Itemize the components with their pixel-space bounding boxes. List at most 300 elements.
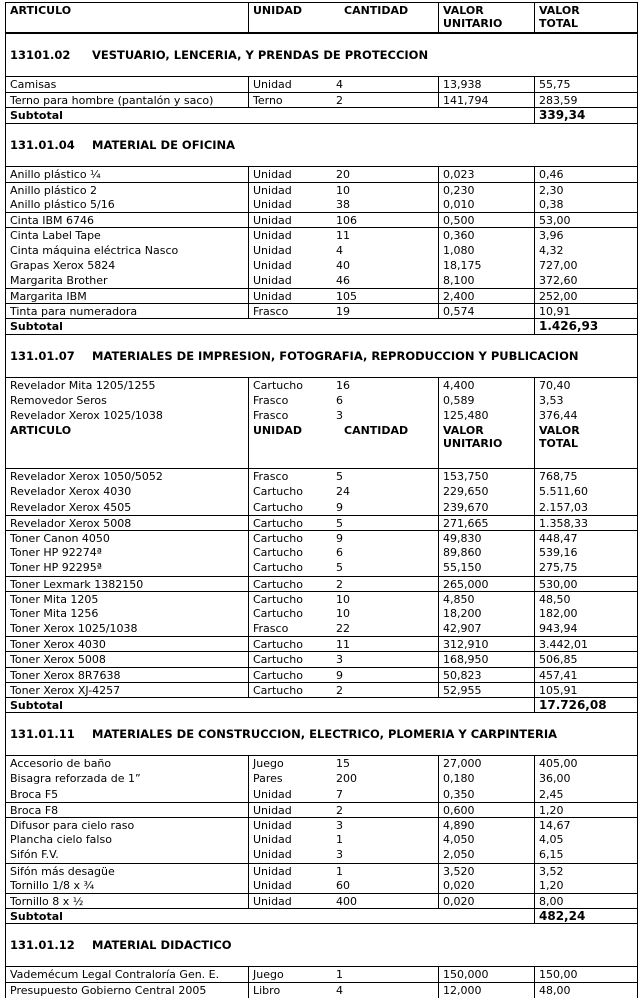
item-articulo: Toner HP 92295ª bbox=[10, 561, 102, 575]
item-unidad: Terno bbox=[248, 93, 332, 107]
item-cantidad: 5 bbox=[336, 561, 343, 575]
item-valor-unitario: 0,600 bbox=[438, 803, 534, 817]
header-valor-unitario-line: VALOR bbox=[443, 424, 484, 438]
item-valor-total: 5.511,60 bbox=[534, 484, 637, 499]
item-valor-unitario: 239,670 bbox=[438, 500, 534, 515]
item-cantidad: 19 bbox=[336, 305, 350, 319]
item-articulo: Removedor Seros bbox=[10, 393, 107, 407]
section-title-wrap bbox=[10, 138, 235, 152]
item-unidad: Unidad bbox=[248, 818, 332, 832]
item-articulo: Margarita Brother bbox=[10, 273, 108, 287]
item-unidad: Juego bbox=[248, 967, 332, 982]
table-row bbox=[6, 982, 637, 997]
item-articulo: Toner HP 92274ª bbox=[10, 546, 102, 560]
item-valor-unitario: 4,890 bbox=[438, 818, 534, 832]
item-articulo: Toner Canon 4050 bbox=[10, 531, 110, 545]
item-valor-unitario: 0,023 bbox=[438, 167, 534, 182]
table-row bbox=[6, 771, 637, 786]
item-unidad: Cartucho bbox=[248, 531, 332, 545]
item-unidad: Libro bbox=[248, 983, 332, 997]
table-row bbox=[6, 273, 637, 288]
item-unidad: Unidad bbox=[248, 787, 332, 802]
item-articulo: Toner Mita 1205 bbox=[10, 592, 99, 606]
item-unidad: Cartucho bbox=[248, 577, 332, 591]
table-row bbox=[6, 802, 637, 817]
item-unidad: Pares bbox=[248, 771, 332, 786]
item-articulo: Presupuesto Gobierno Central 2005 bbox=[10, 984, 207, 998]
table-row bbox=[6, 817, 637, 832]
table-row bbox=[6, 787, 637, 802]
item-articulo: Anillo plástico 5/16 bbox=[10, 197, 115, 211]
item-cantidad: 46 bbox=[336, 273, 350, 287]
item-valor-unitario: 12,000 bbox=[438, 983, 534, 997]
header-valor-unitario bbox=[438, 423, 534, 468]
column-header-row bbox=[6, 2, 637, 33]
section-title-wrap bbox=[10, 48, 428, 62]
item-valor-unitario: 265,000 bbox=[438, 577, 534, 591]
item-valor-unitario: 2,050 bbox=[438, 847, 534, 862]
item-valor-unitario: 0,020 bbox=[438, 878, 534, 893]
item-cantidad: 22 bbox=[336, 622, 350, 636]
item-valor-unitario: 52,955 bbox=[438, 683, 534, 697]
item-articulo: Grapas Xerox 5824 bbox=[10, 258, 116, 272]
header-articulo-line: ARTICULO bbox=[10, 4, 72, 17]
item-cantidad: 10 bbox=[336, 592, 350, 606]
table-row bbox=[6, 500, 637, 515]
item-articulo: Toner Xerox XJ-4257 bbox=[10, 683, 121, 697]
item-unidad: Unidad bbox=[248, 878, 332, 893]
section-title: MATERIALES DE CONSTRUCCION, ELECTRICO, PLOMERIA Y CARPINTERIA bbox=[92, 727, 557, 742]
item-valor-unitario: 168,950 bbox=[438, 652, 534, 666]
table-row bbox=[6, 243, 637, 258]
item-valor-total: 283,59 bbox=[534, 93, 637, 107]
item-articulo: Revelador Xerox 4505 bbox=[10, 500, 132, 514]
table-row bbox=[6, 847, 637, 862]
section-heading bbox=[6, 334, 637, 378]
item-articulo: Plancha cielo falso bbox=[10, 833, 112, 847]
table-row bbox=[6, 288, 637, 303]
section-heading bbox=[6, 123, 637, 167]
item-cantidad: 1 bbox=[336, 833, 343, 847]
section-title: VESTUARIO, LENCERIA, Y PRENDAS DE PROTECCION bbox=[92, 48, 429, 62]
item-articulo: Bisagra reforzada de 1” bbox=[10, 772, 141, 786]
item-articulo: Revelador Xerox 5008 bbox=[10, 516, 132, 530]
subtotal-row bbox=[6, 107, 637, 122]
item-unidad: Cartucho bbox=[248, 500, 332, 515]
item-valor-total: 36,00 bbox=[534, 771, 637, 786]
item-valor-total: 10,91 bbox=[534, 304, 637, 318]
header-unidad-line: UNIDAD bbox=[253, 4, 303, 17]
header-unidad-line: UNIDAD bbox=[253, 424, 303, 438]
subtotal-label: Subtotal bbox=[10, 320, 63, 334]
item-cantidad: 20 bbox=[336, 167, 350, 181]
item-valor-total: 539,16 bbox=[534, 545, 637, 560]
item-valor-unitario: 1,080 bbox=[438, 243, 534, 258]
item-cantidad: 4 bbox=[336, 984, 343, 998]
item-unidad: Cartucho bbox=[248, 545, 332, 560]
item-valor-total: 457,41 bbox=[534, 668, 637, 682]
item-unidad: Unidad bbox=[248, 273, 332, 288]
table-row bbox=[6, 636, 637, 651]
item-valor-unitario: 0,020 bbox=[438, 894, 534, 908]
section-title-wrap bbox=[10, 938, 232, 952]
item-valor-unitario: 141,794 bbox=[438, 93, 534, 107]
item-cantidad: 15 bbox=[336, 757, 350, 771]
item-cantidad: 4 bbox=[336, 78, 343, 91]
item-valor-total: 506,85 bbox=[534, 652, 637, 666]
table-row bbox=[6, 893, 637, 908]
item-articulo: Broca F8 bbox=[10, 803, 59, 817]
table-row bbox=[6, 182, 637, 197]
item-articulo: Anillo plástico ¼ bbox=[10, 167, 101, 181]
item-cantidad: 11 bbox=[336, 638, 350, 652]
section-title-wrap bbox=[10, 727, 557, 741]
item-unidad: Cartucho bbox=[248, 606, 332, 621]
item-articulo: Sifón más desagüe bbox=[10, 864, 115, 878]
item-articulo: Broca F5 bbox=[10, 787, 59, 801]
item-cantidad: 3 bbox=[336, 653, 343, 667]
section-heading bbox=[6, 712, 637, 756]
subtotal-label: Subtotal bbox=[10, 910, 63, 924]
item-articulo: Tornillo 8 x ½ bbox=[10, 894, 84, 908]
item-cantidad: 5 bbox=[336, 516, 343, 530]
item-unidad: Unidad bbox=[248, 167, 332, 182]
item-unidad: Frasco bbox=[248, 469, 332, 484]
item-valor-total: 372,60 bbox=[534, 273, 637, 288]
item-valor-unitario: 0,010 bbox=[438, 197, 534, 212]
item-valor-total: 3,52 bbox=[534, 864, 637, 878]
item-valor-unitario: 4,400 bbox=[438, 378, 534, 393]
item-articulo: Cinta máquina eléctrica Nasco bbox=[10, 243, 179, 257]
item-valor-total: 768,75 bbox=[534, 469, 637, 484]
item-cantidad: 24 bbox=[336, 485, 350, 499]
section-title: MATERIAL DIDACTICO bbox=[92, 938, 232, 953]
table-row bbox=[6, 591, 637, 606]
item-unidad: Unidad bbox=[248, 243, 332, 258]
item-valor-total: 405,00 bbox=[534, 756, 637, 771]
header-cantidad-line: CANTIDAD bbox=[344, 4, 409, 17]
item-valor-unitario: 89,860 bbox=[438, 545, 534, 560]
subtotal-value: 1.426,93 bbox=[534, 319, 637, 333]
item-valor-unitario: 229,650 bbox=[438, 484, 534, 499]
item-valor-unitario: 55,150 bbox=[438, 560, 534, 575]
item-valor-unitario: 0,589 bbox=[438, 393, 534, 408]
header-valor-total bbox=[534, 423, 637, 468]
item-articulo: Cinta IBM 6746 bbox=[10, 214, 95, 228]
section-title: MATERIAL DE OFICINA bbox=[92, 137, 236, 152]
item-cantidad: 9 bbox=[336, 531, 343, 545]
item-valor-unitario: 0,360 bbox=[438, 228, 534, 242]
item-cantidad: 6 bbox=[336, 393, 343, 407]
item-unidad: Cartucho bbox=[248, 484, 332, 499]
header-valor-total-line: VALOR bbox=[539, 4, 580, 17]
item-articulo: Anillo plástico 2 bbox=[10, 183, 98, 197]
header-articulo bbox=[6, 3, 248, 32]
item-cantidad: 2 bbox=[336, 803, 343, 817]
item-valor-unitario: 0,574 bbox=[438, 304, 534, 318]
item-valor-unitario: 18,200 bbox=[438, 606, 534, 621]
table-row bbox=[6, 878, 637, 893]
table-row bbox=[6, 756, 637, 771]
item-unidad: Unidad bbox=[248, 289, 332, 303]
item-articulo: Margarita IBM bbox=[10, 290, 87, 304]
item-unidad: Unidad bbox=[248, 213, 332, 227]
item-unidad: Cartucho bbox=[248, 560, 332, 575]
item-valor-total: 0,38 bbox=[534, 197, 637, 212]
item-cantidad: 10 bbox=[336, 606, 350, 620]
table-row bbox=[6, 863, 637, 878]
table-row bbox=[6, 682, 637, 697]
table-row bbox=[6, 530, 637, 545]
item-cantidad: 200 bbox=[336, 772, 357, 786]
table-row bbox=[6, 378, 637, 393]
header-unidad bbox=[248, 3, 332, 32]
item-unidad: Cartucho bbox=[248, 516, 332, 530]
item-unidad: Unidad bbox=[248, 847, 332, 862]
item-valor-unitario: 50,823 bbox=[438, 668, 534, 682]
item-valor-total: 1,20 bbox=[534, 803, 637, 817]
item-valor-unitario: 4,850 bbox=[438, 592, 534, 606]
header-articulo-line: ARTICULO bbox=[10, 424, 72, 438]
item-valor-unitario: 153,750 bbox=[438, 469, 534, 484]
section-code: 13101.02 bbox=[10, 48, 71, 62]
item-articulo: Toner Xerox 4030 bbox=[10, 638, 106, 652]
item-unidad: Unidad bbox=[248, 258, 332, 273]
table-row bbox=[6, 197, 637, 212]
item-valor-total: 182,00 bbox=[534, 606, 637, 621]
table-row bbox=[6, 621, 637, 636]
subtotal-value: 482,24 bbox=[534, 909, 637, 923]
header-valor-total-line: TOTAL bbox=[539, 437, 579, 451]
section-title-wrap bbox=[10, 349, 578, 363]
table-row bbox=[6, 469, 637, 484]
table-row bbox=[6, 227, 637, 242]
item-articulo: Revelador Xerox 1025/1038 bbox=[10, 409, 163, 422]
header-cantidad bbox=[332, 3, 438, 32]
item-valor-total: 6,15 bbox=[534, 847, 637, 862]
item-unidad: Cartucho bbox=[248, 378, 332, 393]
item-valor-unitario: 271,665 bbox=[438, 516, 534, 530]
section-heading bbox=[6, 33, 637, 77]
item-valor-unitario: 42,907 bbox=[438, 621, 534, 636]
item-cantidad: 11 bbox=[336, 229, 350, 243]
item-valor-unitario: 13,938 bbox=[438, 77, 534, 92]
header-unidad bbox=[248, 423, 332, 468]
item-valor-unitario: 0,500 bbox=[438, 213, 534, 227]
table-row bbox=[6, 212, 637, 227]
item-unidad: Cartucho bbox=[248, 652, 332, 666]
item-valor-total: 1,20 bbox=[534, 878, 637, 893]
section-code: 131.01.12 bbox=[10, 938, 75, 953]
table-row bbox=[6, 667, 637, 682]
header-valor-total bbox=[534, 3, 637, 32]
item-cantidad: 9 bbox=[336, 668, 343, 682]
item-unidad: Unidad bbox=[248, 803, 332, 817]
item-cantidad: 1 bbox=[336, 864, 343, 878]
item-cantidad: 10 bbox=[336, 183, 350, 197]
item-articulo: Accesorio de baño bbox=[10, 757, 112, 771]
item-unidad: Frasco bbox=[248, 304, 332, 318]
item-unidad: Cartucho bbox=[248, 592, 332, 606]
item-valor-total: 252,00 bbox=[534, 289, 637, 303]
table-row bbox=[6, 560, 637, 575]
table-row bbox=[6, 258, 637, 273]
item-unidad: Cartucho bbox=[248, 668, 332, 682]
item-cantidad: 16 bbox=[336, 378, 350, 392]
item-valor-total: 943,94 bbox=[534, 621, 637, 636]
table-row bbox=[6, 606, 637, 621]
item-valor-total: 3,96 bbox=[534, 228, 637, 242]
table-row bbox=[6, 393, 637, 408]
item-valor-unitario: 0,180 bbox=[438, 771, 534, 786]
item-valor-total: 448,47 bbox=[534, 531, 637, 545]
header-valor-unitario bbox=[438, 3, 534, 32]
item-unidad: Juego bbox=[248, 756, 332, 771]
header-valor-total-line: TOTAL bbox=[539, 17, 579, 30]
header-cantidad-line: CANTIDAD bbox=[344, 424, 409, 438]
item-valor-unitario: 2,400 bbox=[438, 289, 534, 303]
table-row bbox=[6, 832, 637, 847]
section-code: 131.01.04 bbox=[10, 137, 75, 152]
item-valor-unitario: 0,230 bbox=[438, 183, 534, 197]
item-valor-total: 2,45 bbox=[534, 787, 637, 802]
header-valor-unitario-line: VALOR bbox=[443, 4, 484, 17]
item-valor-total: 4,32 bbox=[534, 243, 637, 258]
item-valor-unitario: 8,100 bbox=[438, 273, 534, 288]
table-row bbox=[6, 77, 637, 92]
item-valor-total: 8,00 bbox=[534, 894, 637, 908]
header-cantidad bbox=[332, 423, 438, 468]
item-articulo: Toner Lexmark 1382150 bbox=[10, 577, 144, 591]
item-valor-total: 376,44 bbox=[534, 408, 637, 423]
item-cantidad: 6 bbox=[336, 546, 343, 560]
item-articulo: Revelador Xerox 4030 bbox=[10, 485, 132, 499]
item-cantidad: 3 bbox=[336, 848, 343, 862]
item-valor-total: 70,40 bbox=[534, 378, 637, 393]
item-valor-total: 14,67 bbox=[534, 818, 637, 832]
item-cantidad: 1 bbox=[336, 968, 343, 982]
item-valor-total: 3.442,01 bbox=[534, 637, 637, 651]
item-valor-total: 55,75 bbox=[534, 77, 637, 92]
header-valor-unitario-line: UNITARIO bbox=[443, 437, 503, 451]
item-valor-total: 2,30 bbox=[534, 183, 637, 197]
table-row bbox=[6, 651, 637, 666]
item-unidad: Frasco bbox=[248, 408, 332, 423]
item-articulo: Terno para hombre (pantalón y saco) bbox=[10, 94, 214, 108]
item-articulo: Cinta Label Tape bbox=[10, 229, 101, 243]
item-unidad: Cartucho bbox=[248, 637, 332, 651]
item-valor-unitario: 312,910 bbox=[438, 637, 534, 651]
item-cantidad: 60 bbox=[336, 878, 350, 892]
item-unidad: Unidad bbox=[248, 183, 332, 197]
table-row bbox=[6, 967, 637, 982]
item-valor-unitario: 150,000 bbox=[438, 967, 534, 982]
item-valor-total: 3,53 bbox=[534, 393, 637, 408]
item-cantidad: 400 bbox=[336, 894, 357, 908]
item-valor-unitario: 3,520 bbox=[438, 864, 534, 878]
item-valor-total: 727,00 bbox=[534, 258, 637, 273]
table-row bbox=[6, 303, 637, 318]
item-articulo: Tinta para numeradora bbox=[10, 305, 138, 319]
item-valor-total: 48,00 bbox=[534, 983, 637, 997]
item-valor-total: 530,00 bbox=[534, 577, 637, 591]
table-row bbox=[6, 167, 637, 182]
item-cantidad: 105 bbox=[336, 290, 357, 304]
table-row bbox=[6, 484, 637, 499]
item-articulo: Vademécum Legal Contraloría Gen. E. bbox=[10, 968, 220, 982]
item-valor-total: 48,50 bbox=[534, 592, 637, 606]
item-cantidad: 2 bbox=[336, 577, 343, 591]
section-heading bbox=[6, 923, 637, 967]
item-valor-total: 105,91 bbox=[534, 683, 637, 697]
item-unidad: Unidad bbox=[248, 228, 332, 242]
item-articulo: Revelador Mita 1205/1255 bbox=[10, 378, 156, 392]
item-valor-total: 275,75 bbox=[534, 560, 637, 575]
item-articulo: Camisas bbox=[10, 78, 57, 91]
item-articulo: Toner Xerox 1025/1038 bbox=[10, 622, 138, 636]
item-unidad: Unidad bbox=[248, 894, 332, 908]
table-row bbox=[6, 545, 637, 560]
item-valor-unitario: 0,350 bbox=[438, 787, 534, 802]
inventory-table bbox=[5, 2, 638, 998]
subtotal-row bbox=[6, 318, 637, 333]
item-articulo: Toner Xerox 5008 bbox=[10, 653, 106, 667]
header-articulo bbox=[6, 423, 248, 468]
item-unidad: Cartucho bbox=[248, 683, 332, 697]
item-cantidad: 40 bbox=[336, 258, 350, 272]
table-row bbox=[6, 408, 637, 423]
item-cantidad: 2 bbox=[336, 683, 343, 697]
section-title: MATERIALES DE IMPRESION, FOTOGRAFIA, REPRODUCCION Y PUBLICACION bbox=[92, 348, 579, 363]
item-unidad: Unidad bbox=[248, 197, 332, 212]
item-valor-unitario: 18,175 bbox=[438, 258, 534, 273]
item-articulo: Difusor para cielo raso bbox=[10, 818, 135, 832]
section-code: 131.01.11 bbox=[10, 727, 75, 742]
item-unidad: Unidad bbox=[248, 77, 332, 92]
item-unidad: Frasco bbox=[248, 393, 332, 408]
item-unidad: Frasco bbox=[248, 621, 332, 636]
item-valor-unitario: 125,480 bbox=[438, 408, 534, 423]
item-valor-total: 1.358,33 bbox=[534, 516, 637, 530]
item-valor-unitario: 27,000 bbox=[438, 756, 534, 771]
item-cantidad: 3 bbox=[336, 409, 343, 422]
item-cantidad: 9 bbox=[336, 500, 343, 514]
item-articulo: Tornillo 1/8 x ¾ bbox=[10, 878, 95, 892]
item-valor-unitario: 4,050 bbox=[438, 832, 534, 847]
subtotal-row bbox=[6, 908, 637, 923]
item-cantidad: 7 bbox=[336, 787, 343, 801]
subtotal-row bbox=[6, 697, 637, 712]
item-cantidad: 106 bbox=[336, 214, 357, 228]
item-cantidad: 5 bbox=[336, 470, 343, 484]
subtotal-value: 17.726,08 bbox=[534, 698, 637, 712]
header-valor-unitario-line: UNITARIO bbox=[443, 17, 503, 30]
table-row bbox=[6, 576, 637, 591]
column-header-row bbox=[6, 423, 637, 469]
item-articulo: Revelador Xerox 1050/5052 bbox=[10, 470, 163, 484]
item-valor-total: 53,00 bbox=[534, 213, 637, 227]
item-valor-total: 2.157,03 bbox=[534, 500, 637, 515]
table-row bbox=[6, 92, 637, 107]
section-code: 131.01.07 bbox=[10, 348, 75, 363]
header-valor-total-line: VALOR bbox=[539, 424, 580, 438]
item-articulo: Toner Mita 1256 bbox=[10, 606, 99, 620]
subtotal-label: Subtotal bbox=[10, 699, 63, 712]
item-unidad: Unidad bbox=[248, 832, 332, 847]
table-row bbox=[6, 515, 637, 530]
item-valor-total: 0,46 bbox=[534, 167, 637, 182]
subtotal-label: Subtotal bbox=[10, 109, 63, 123]
